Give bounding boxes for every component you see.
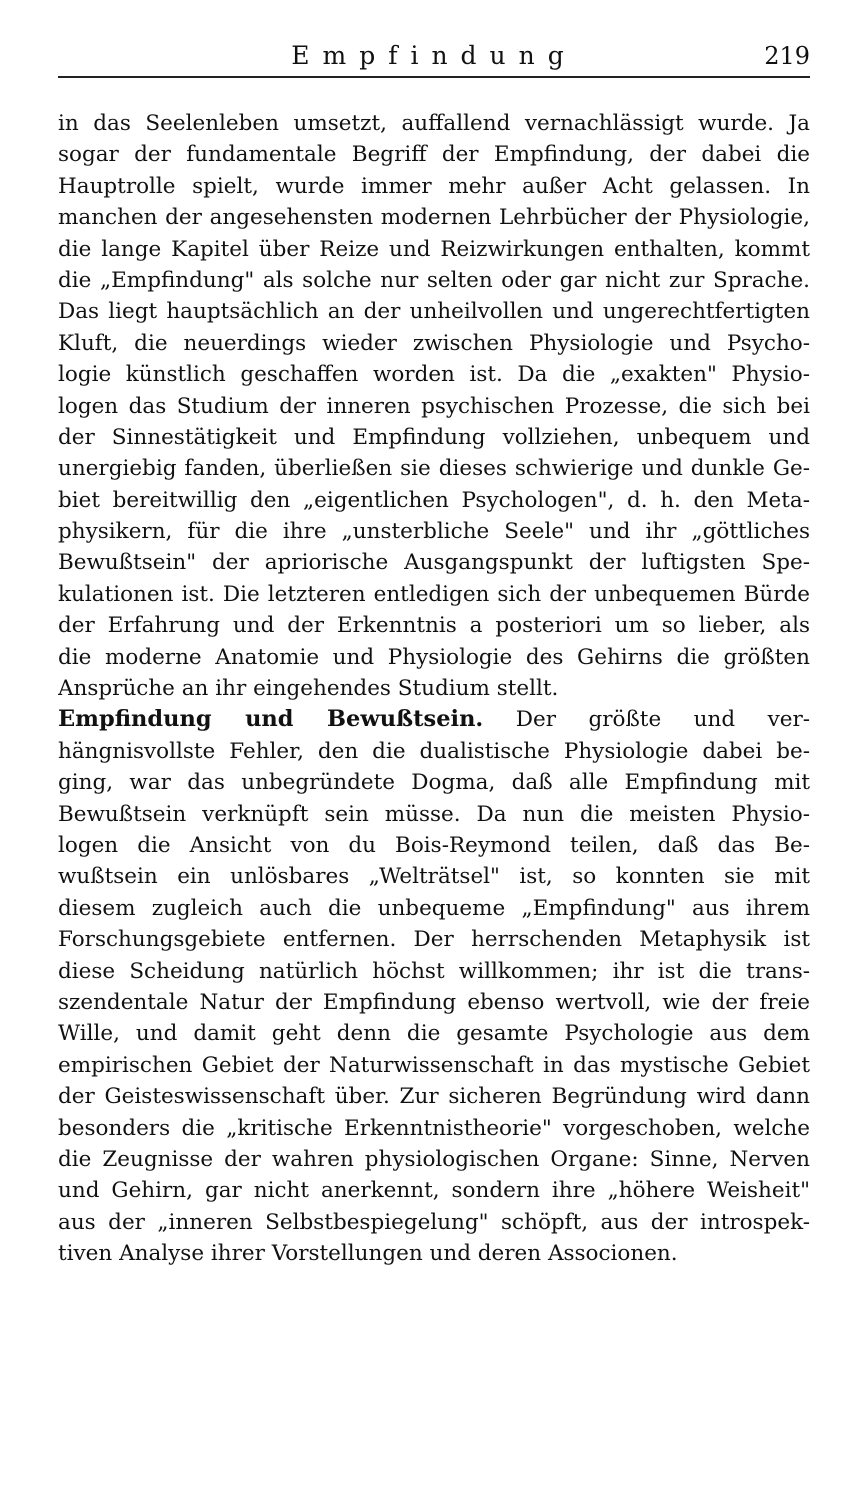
section-heading: Empfindung und Bewußtsein. — [58, 706, 484, 733]
text-line: aus der „inneren Selbstbespiegelung" schöpft, aus der introspek- — [58, 1209, 810, 1235]
text-line: physikern, für die ihre „unsterbliche Seele" und ihr „göttliches — [58, 519, 810, 545]
text-line: der Sinnestätigkeit und Empfindung vollziehen, unbequem und — [58, 424, 810, 450]
text-line: wußtsein ein unlösbares „Welträtsel" ist, so konnten sie mit — [58, 864, 810, 890]
page-number: 219 — [764, 42, 810, 70]
text-line: hängnisvollste Fehler, den die dualistische Physiologie dabei be- — [58, 738, 810, 764]
text-line: logen das Studium der inneren psychischen Prozesse, die sich bei — [58, 393, 810, 419]
text-line: logie künstlich geschaffen worden ist. Da die „exakten" Physio- — [58, 362, 810, 388]
text-line: sogar der fundamentale Begriff der Empfindung, der dabei die — [58, 142, 810, 168]
text-line: Bewußtsein" der apriorische Ausgangspunkt der luftigsten Spe- — [58, 550, 810, 576]
text-line: die Zeugnisse der wahren physiologischen Organe: Sinne, Nerven — [58, 1146, 810, 1172]
text-line: und Gehirn, gar nicht anerkennt, sondern ihre „höhere Weisheit" — [58, 1178, 810, 1204]
text-line: Ansprüche an ihr eingehendes Studium stellt. — [58, 676, 559, 702]
paragraph-1 — [58, 108, 810, 704]
text-line: besonders die „kritische Erkenntnistheorie" vorgeschoben, welche — [58, 1115, 810, 1141]
text-line: diese Scheidung natürlich höchst willkommen; ihr ist die trans- — [58, 958, 810, 984]
text-line: der Erfahrung und der Erkenntnis a posteriori um so lieber, als — [58, 613, 810, 639]
text-line: ging, war das unbegründete Dogma, daß alle Empfindung mit — [58, 770, 810, 796]
body-text — [58, 108, 810, 1269]
section-first-line — [58, 704, 810, 735]
text-line: Wille, und damit geht denn die gesamte Psychologie aus dem — [58, 1021, 810, 1047]
paragraph-2 — [58, 704, 810, 1269]
text-line: die moderne Anatomie und Physiologie des Gehirns die größten — [58, 644, 810, 670]
text-line: unergiebig fanden, überließen sie dieses schwierige und dunkle Ge- — [58, 456, 810, 482]
text-line: tiven Analyse ihrer Vorstellungen und deren Associonen. — [58, 1241, 678, 1267]
text-line: die lange Kapitel über Reize und Reizwirkungen enthalten, kommt — [58, 236, 810, 262]
text-line: diesem zugleich auch die unbequeme „Empfindung" aus ihrem — [58, 895, 810, 921]
text-line: Hauptrolle spielt, wurde immer mehr außer Acht gelassen. In — [58, 173, 810, 199]
text-line: in das Seelenleben umsetzt, auffallend vernachlässigt wurde. Ja — [58, 111, 810, 136]
running-head — [58, 38, 810, 74]
text-line: empirischen Gebiet der Naturwissenschaft in das mystische Gebiet — [58, 1052, 810, 1078]
text-line: logen die Ansicht von du Bois-Reymond teilen, daß das Be- — [58, 832, 810, 858]
text-line: die „Empfindung" als solche nur selten oder gar nicht zur Sprache. — [58, 267, 810, 293]
header-rule — [58, 76, 810, 78]
section-first-line-text: Der größte und ver- — [515, 707, 810, 733]
text-line: manchen der angesehensten modernen Lehrbücher der Physiologie, — [58, 205, 810, 231]
text-line: kulationen ist. Die letzteren entledigen sich der unbequemen Bürde — [58, 581, 810, 607]
text-line: biet bereitwillig den „eigentlichen Psychologen", d. h. den Meta- — [58, 487, 810, 513]
text-line: Forschungsgebiete entfernen. Der herrschenden Metaphysik ist — [58, 927, 810, 953]
text-line: Kluft, die neuerdings wieder zwischen Physiologie und Psycho- — [58, 330, 810, 356]
text-line: szendentale Natur der Empfindung ebenso wertvoll, wie der freie — [58, 989, 810, 1015]
text-line: der Geisteswissenschaft über. Zur sicheren Begründung wird dann — [58, 1084, 810, 1110]
text-line: Das liegt hauptsächlich an der unheilvollen und ungerechtfertigten — [58, 299, 810, 325]
text-line: Bewußtsein verknüpft sein müsse. Da nun die meisten Physio- — [58, 801, 810, 827]
running-title: Empfindung — [291, 41, 577, 70]
